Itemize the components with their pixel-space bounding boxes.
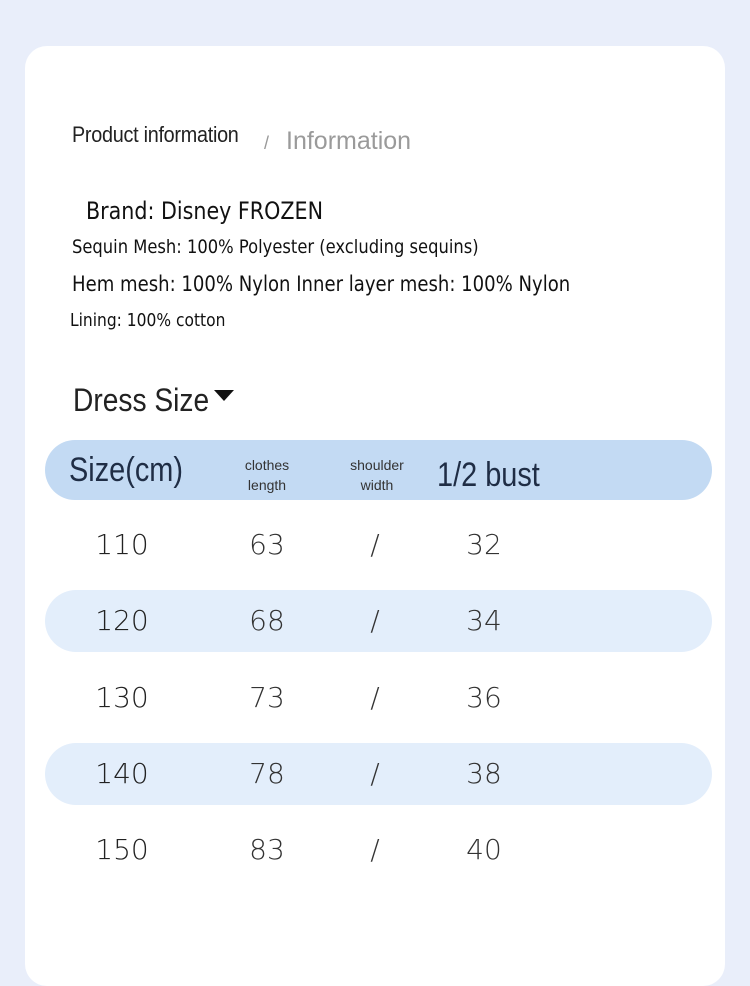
cell-shoulder: /: [370, 528, 380, 561]
cell-bust: 38: [466, 757, 502, 790]
header-half-bust: 1/2 bust: [437, 456, 540, 494]
cell-bust: 32: [466, 528, 502, 561]
section-title: Product information: [72, 122, 239, 147]
header-size: Size(cm): [69, 451, 183, 489]
brand-text: Brand: Disney FROZEN: [86, 197, 324, 225]
table-row: [45, 819, 712, 881]
table-row: [45, 514, 712, 576]
cell-length: 78: [249, 757, 285, 790]
cell-length: 73: [249, 681, 285, 714]
section-subtitle: Information: [286, 127, 412, 155]
cell-shoulder: /: [370, 604, 380, 637]
cell-size: 150: [95, 833, 149, 866]
cell-size: 140: [95, 757, 149, 790]
material-line: Lining: 100% cotton: [70, 310, 226, 331]
cell-length: 83: [249, 833, 285, 866]
cell-size: 110: [95, 528, 149, 561]
material-line: Sequin Mesh: 100% Polyester (excluding sequins): [72, 236, 479, 258]
material-line: Hem mesh: 100% Nylon Inner layer mesh: 100% Nylon: [72, 272, 571, 296]
cell-size: 120: [95, 604, 149, 637]
header-label: clothes: [244, 457, 290, 473]
header-label: length: [247, 477, 287, 493]
cell-length: 68: [249, 604, 285, 637]
header-clothes-length: [227, 455, 307, 495]
cell-bust: 34: [466, 604, 502, 637]
cell-length: 63: [249, 528, 285, 561]
cell-size: 130: [95, 681, 149, 714]
table-row: [45, 743, 712, 805]
cell-shoulder: /: [370, 681, 380, 714]
header-shoulder-width: [337, 455, 417, 495]
cell-shoulder: /: [370, 833, 380, 866]
title-separator: /: [264, 133, 270, 153]
table-row: [45, 667, 712, 729]
header-label: shoulder: [350, 457, 404, 473]
header-label: width: [360, 477, 394, 493]
cell-bust: 40: [466, 833, 502, 866]
table-row: [45, 590, 712, 652]
size-chart-title: Dress Size: [73, 382, 210, 418]
cell-shoulder: /: [370, 757, 380, 790]
cell-bust: 36: [466, 681, 502, 714]
caret-down-icon: [214, 390, 234, 401]
